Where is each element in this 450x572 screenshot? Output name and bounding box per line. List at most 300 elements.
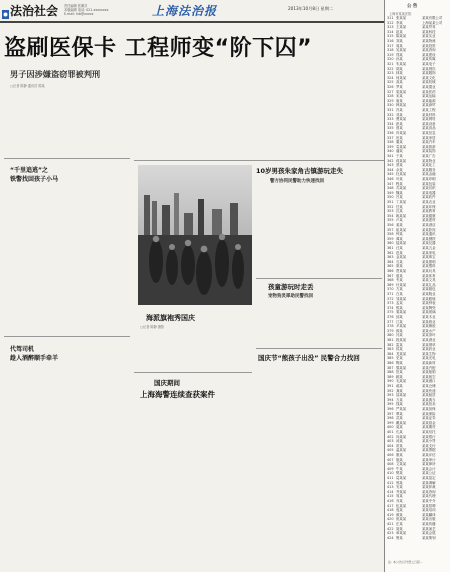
notice-party: 覃某 bbox=[396, 411, 403, 416]
notice-company: 某某纸业 bbox=[422, 319, 436, 324]
notice-number: 372 bbox=[387, 296, 394, 301]
notice-number: 406 bbox=[387, 453, 394, 457]
notice-number: 329 bbox=[387, 98, 394, 103]
notice-company: 上海某某公司 bbox=[422, 20, 443, 25]
notice-number: 321 bbox=[387, 62, 394, 66]
notice-company: 某某箱包 bbox=[422, 287, 436, 292]
notice-party: 邵某某 bbox=[396, 393, 407, 398]
notice-company: 某某新材 bbox=[422, 361, 436, 365]
notice-party: 付某某 bbox=[396, 282, 407, 287]
notice-company: 某某策划 bbox=[422, 535, 436, 540]
driver-subtitle: 趁人酒醉顺手牵羊 bbox=[10, 355, 59, 362]
story-title: “千里追逃”之 bbox=[10, 167, 48, 174]
notice-number: 365 bbox=[387, 264, 394, 269]
notice-party: 朱某某 bbox=[396, 62, 407, 66]
notice-number: 379 bbox=[387, 328, 394, 333]
notice-company: 某某纺织 bbox=[422, 186, 436, 191]
notice-party: 冯某 bbox=[396, 108, 403, 112]
notice-party: 庞某 bbox=[396, 508, 403, 513]
notice-number: 407 bbox=[387, 457, 394, 462]
notice-number: 316 bbox=[387, 39, 394, 43]
notice-number: 340 bbox=[387, 149, 394, 154]
notice-party: 夏某 bbox=[396, 273, 403, 278]
notice-number: 350 bbox=[387, 195, 394, 200]
notice-company: 某某材料 bbox=[422, 112, 436, 117]
notice-party: 金某某 bbox=[396, 255, 407, 260]
notice-number: 383 bbox=[387, 347, 394, 352]
notice-party: 段某某 bbox=[396, 338, 407, 342]
notice-number: 423 bbox=[387, 531, 394, 536]
story-body-1 bbox=[4, 186, 130, 270]
notice-company: 某某能源 bbox=[422, 98, 436, 103]
notice-company: 某某文化 bbox=[422, 75, 436, 80]
notice-party: 沈某 bbox=[396, 209, 403, 214]
newspaper-logo: 上海法治报 bbox=[152, 4, 218, 18]
pets-title: 孩童游玩时走丢 bbox=[268, 283, 314, 291]
police-body-1 bbox=[256, 366, 318, 568]
notice-company: 某某服务 bbox=[422, 167, 436, 172]
notice-party: 章某某 bbox=[396, 531, 407, 536]
notice-number: 356 bbox=[387, 223, 394, 227]
notice-number: 389 bbox=[387, 374, 394, 379]
notice-company: 某某鉴定 bbox=[422, 476, 436, 480]
notice-number: 315 bbox=[387, 34, 394, 39]
notice-number: 378 bbox=[387, 324, 394, 329]
notice-company: 某某调解 bbox=[422, 480, 436, 485]
notice-number: 345 bbox=[387, 172, 394, 177]
notice-company: 某某运输 bbox=[422, 94, 436, 99]
notice-number: 311 bbox=[387, 16, 394, 20]
notice-party: 范某 bbox=[396, 250, 403, 255]
notice-company: 某某代理 bbox=[422, 494, 436, 499]
notice-party: 莫某 bbox=[396, 425, 403, 430]
notice-company: 某某中介 bbox=[422, 499, 436, 503]
notice-company: 某某旅游 bbox=[422, 144, 436, 149]
notice-company: 某某教育 bbox=[422, 209, 436, 214]
notice-company: 某某基金 bbox=[422, 420, 436, 425]
notice-number: 324 bbox=[387, 75, 394, 80]
notice-number: 371 bbox=[387, 292, 394, 296]
notice-company: 某某生物 bbox=[422, 351, 436, 356]
notice-company: 某某玩具 bbox=[422, 269, 436, 273]
notice-company: 某某药业 bbox=[422, 347, 436, 352]
notice-number: 341 bbox=[387, 154, 394, 158]
notice-party: 丁某某 bbox=[396, 200, 407, 204]
lead-column-6 bbox=[324, 79, 382, 159]
notice-party: 梁某某 bbox=[396, 89, 407, 94]
notice-party: 叶某 bbox=[396, 177, 403, 181]
notice-company: 某某小贷 bbox=[422, 439, 436, 444]
notice-number: 391 bbox=[387, 384, 394, 388]
tourism-body-1 bbox=[256, 188, 318, 276]
notice-company: 某某印刷 bbox=[422, 177, 436, 181]
notice-company: 某某实业 bbox=[422, 34, 436, 39]
notice-number: 358 bbox=[387, 232, 394, 237]
notice-company: 某某光电 bbox=[422, 356, 436, 361]
photo-caption: 海派旗袍秀国庆 bbox=[146, 314, 195, 322]
notice-company: 某某传播 bbox=[422, 522, 436, 526]
notice-party: 吴某某 bbox=[396, 48, 407, 53]
notice-company: 某某橡胶 bbox=[422, 324, 436, 329]
story-body-2 bbox=[4, 272, 130, 332]
meta-line-3: E-mail: fzb@xxxxx bbox=[64, 12, 94, 16]
notice-number: 408 bbox=[387, 462, 394, 467]
right-divider-1 bbox=[256, 278, 382, 279]
notice-number: 373 bbox=[387, 301, 394, 306]
notice-party: 庄某 bbox=[396, 522, 403, 526]
notice-company: 某某礼品 bbox=[422, 282, 436, 287]
notice-company: 某某支付 bbox=[422, 443, 436, 448]
notice-number: 394 bbox=[387, 397, 394, 402]
notice-company: 某某医药 bbox=[422, 89, 436, 94]
notice-company: 某某商贸 bbox=[422, 103, 436, 108]
notice-party: 康某 bbox=[396, 453, 403, 457]
notice-number: 325 bbox=[387, 80, 394, 85]
notice-company: 某某鞋业 bbox=[422, 292, 436, 296]
notice-number: 380 bbox=[387, 333, 394, 338]
notice-party: 邱某 bbox=[396, 315, 403, 319]
notice-party: 何某某 bbox=[396, 75, 407, 80]
notice-company: 某某港口 bbox=[422, 379, 436, 384]
notice-row bbox=[387, 536, 449, 541]
notice-number: 322 bbox=[387, 66, 394, 71]
notice-number: 368 bbox=[387, 278, 394, 283]
notice-number: 382 bbox=[387, 342, 394, 347]
meta-line-2: 本版编辑 电话: 021-xxxxxxxx bbox=[64, 8, 109, 12]
notice-company: 某某网络 bbox=[422, 117, 436, 122]
notice-party: 赵某 bbox=[396, 29, 403, 34]
notice-number: 420 bbox=[387, 517, 394, 522]
notice-party: 倪某某 bbox=[396, 517, 407, 522]
driver-body bbox=[4, 364, 130, 568]
holiday-body bbox=[136, 402, 254, 568]
sidebar-title: 公 告 bbox=[407, 4, 418, 9]
police-body-2 bbox=[322, 366, 382, 568]
right-divider-2 bbox=[256, 348, 382, 349]
notice-number: 333 bbox=[387, 117, 394, 122]
notice-party: 苏某某 bbox=[396, 186, 407, 191]
notice-company: 某某咨询 bbox=[422, 489, 436, 494]
notice-company: 某某仪器 bbox=[422, 241, 436, 246]
notice-party: 黎某某 bbox=[396, 365, 407, 370]
notice-company: 某某建材 bbox=[422, 218, 436, 223]
notice-company: 某某银行 bbox=[422, 434, 436, 439]
notice-party: 汤某 bbox=[396, 439, 403, 444]
notice-number: 385 bbox=[387, 356, 394, 361]
notice-number: 364 bbox=[387, 259, 394, 264]
notice-party: 安某 bbox=[396, 485, 403, 490]
notice-party: 陈某某 bbox=[396, 34, 407, 39]
notice-party: 陶某 bbox=[396, 361, 403, 365]
notice-company: 某某家电 bbox=[422, 250, 436, 255]
notice-company: 某某出版 bbox=[422, 517, 436, 522]
notice-party: 周某 bbox=[396, 43, 403, 48]
notice-company: 某某租赁 bbox=[422, 393, 436, 398]
notice-party: 郑某 bbox=[396, 52, 403, 57]
notice-company: 某某照明 bbox=[422, 259, 436, 264]
notice-party: 董某 bbox=[396, 140, 403, 145]
notice-number: 402 bbox=[387, 434, 394, 439]
notice-company: 某某酒店 bbox=[422, 223, 436, 227]
notice-number: 348 bbox=[387, 186, 394, 191]
notice-number: 387 bbox=[387, 365, 394, 370]
notice-company: 某某会计 bbox=[422, 466, 436, 471]
notice-number: 314 bbox=[387, 29, 394, 34]
notice-company: 某某金融 bbox=[422, 172, 436, 177]
notice-company: 某某食品 bbox=[422, 126, 436, 131]
notice-company: 某某审计 bbox=[422, 457, 436, 462]
notice-number: 398 bbox=[387, 416, 394, 421]
notice-party: 高某 bbox=[396, 80, 403, 85]
notice-number: 412 bbox=[387, 480, 394, 485]
notice-number: 400 bbox=[387, 425, 394, 430]
notice-number: 396 bbox=[387, 407, 394, 411]
notice-company: 某某典当 bbox=[422, 397, 436, 402]
notice-party: 郝某 bbox=[396, 384, 403, 388]
notice-party: 蒋某某 bbox=[396, 158, 407, 163]
masthead-meta bbox=[64, 4, 109, 16]
notice-number: 334 bbox=[387, 121, 394, 126]
notice-party: 易某 bbox=[396, 494, 403, 499]
notice-party: 龚某 bbox=[396, 388, 403, 393]
notice-company: 某某设备 bbox=[422, 121, 436, 126]
notice-party: 宋某 bbox=[396, 94, 403, 99]
driver-title: 代驾司机 bbox=[10, 346, 35, 353]
notice-number: 320 bbox=[387, 57, 394, 62]
lead-bottom-rule bbox=[134, 160, 384, 161]
notice-number: 346 bbox=[387, 177, 394, 181]
notice-number: 419 bbox=[387, 512, 394, 517]
notice-company: 某某电器 bbox=[422, 190, 436, 195]
notice-number: 388 bbox=[387, 370, 394, 375]
notice-company: 某某咨询 bbox=[422, 48, 436, 53]
notice-number: 392 bbox=[387, 388, 394, 393]
notice-number: 381 bbox=[387, 338, 394, 342]
notice-company: 某某服饰 bbox=[422, 71, 436, 76]
notice-number: 410 bbox=[387, 471, 394, 476]
police-title: 国庆节“熊孩子出没” 民警合力找回 bbox=[258, 354, 360, 362]
notice-party: 白某 bbox=[396, 292, 403, 296]
notice-party: 张某某 bbox=[396, 16, 407, 20]
notice-party: 龙某某 bbox=[396, 351, 407, 356]
pets-body-2 bbox=[322, 302, 382, 346]
notice-company: 某某航空 bbox=[422, 374, 436, 379]
meta-line-1: 责任编辑 张佩芬 bbox=[64, 4, 88, 8]
notice-party: 石某 bbox=[396, 259, 403, 264]
notice-party: 聂某 bbox=[396, 526, 403, 531]
notice-party: 潘某 bbox=[396, 149, 403, 154]
notice-party: 向某某 bbox=[396, 434, 407, 439]
notice-company: 某某建设 bbox=[422, 52, 436, 57]
notice-number: 328 bbox=[387, 94, 394, 99]
notice-party: 吕某 bbox=[396, 195, 403, 200]
feature-photo bbox=[138, 165, 252, 305]
notice-party: 顾某 bbox=[396, 374, 403, 379]
notice-party: 常某 bbox=[396, 443, 403, 448]
notice-party: 汪某 bbox=[396, 246, 403, 250]
notice-company: 某某会展 bbox=[422, 531, 436, 536]
notice-party: 刘某 bbox=[396, 39, 403, 43]
lead-byline: □记者 陈静 通讯员 陈某 bbox=[10, 84, 45, 88]
notice-company: 某某家居 bbox=[422, 135, 436, 140]
notice-party: 葛某某 bbox=[396, 476, 407, 480]
notice-number: 359 bbox=[387, 236, 394, 241]
notice-number: 331 bbox=[387, 108, 394, 112]
notice-company: 某某公证 bbox=[422, 471, 436, 476]
notice-company: 某某翻译 bbox=[422, 512, 436, 517]
notice-number: 344 bbox=[387, 167, 394, 172]
notice-company: 某某保险 bbox=[422, 411, 436, 416]
notice-company: 某某玻璃 bbox=[422, 310, 436, 315]
notice-number: 395 bbox=[387, 402, 394, 407]
notice-number: 312 bbox=[387, 20, 394, 25]
notice-company: 某某仓储 bbox=[422, 384, 436, 388]
notice-party: 彭某 bbox=[396, 121, 403, 126]
notice-company: 某某广告 bbox=[422, 154, 436, 158]
notice-company: 某某软件 bbox=[422, 195, 436, 200]
pets-subtitle: 宠物狗灵犀助民警找回 bbox=[268, 294, 313, 299]
notice-number: 414 bbox=[387, 489, 394, 494]
notice-party: 曹某某 bbox=[396, 117, 407, 122]
notice-number: 422 bbox=[387, 526, 394, 531]
notice-number: 361 bbox=[387, 246, 394, 250]
notice-company: 某某酒业 bbox=[422, 338, 436, 342]
notice-company: 某某烟草 bbox=[422, 342, 436, 347]
lead-column-5 bbox=[262, 79, 320, 159]
notice-party: 林某 bbox=[396, 71, 403, 76]
notice-party: 肖某某 bbox=[396, 131, 407, 135]
notice-sidebar bbox=[384, 0, 450, 572]
notice-number: 326 bbox=[387, 85, 394, 89]
notice-number: 323 bbox=[387, 71, 394, 76]
notice-number: 390 bbox=[387, 379, 394, 384]
notice-number: 401 bbox=[387, 430, 394, 434]
lead-headline: 盗刷医保卡 工程师变“阶下囚” bbox=[4, 36, 313, 61]
notice-number: 418 bbox=[387, 508, 394, 513]
photo-caption-text bbox=[138, 329, 252, 369]
notice-number: 397 bbox=[387, 411, 394, 416]
notice-party: 贺某 bbox=[396, 370, 403, 375]
notice-party: 史某 bbox=[396, 356, 403, 361]
notice-party: 程某 bbox=[396, 181, 403, 186]
notice-party: 田某 bbox=[396, 135, 403, 140]
notice-company: 某某陶瓷 bbox=[422, 305, 436, 310]
notice-company: 某某信托 bbox=[422, 430, 436, 434]
notice-party: 温某某 bbox=[396, 448, 407, 453]
notice-party: 尹某某 bbox=[396, 324, 407, 329]
notice-number: 351 bbox=[387, 200, 394, 204]
notice-party: 韦某 bbox=[396, 278, 403, 283]
notice-number: 367 bbox=[387, 273, 394, 278]
notice-number: 362 bbox=[387, 250, 394, 255]
notice-company: 某某船舶 bbox=[422, 370, 436, 375]
notice-number: 319 bbox=[387, 52, 394, 57]
notice-company: 某某评估 bbox=[422, 453, 436, 457]
lead-subhead: 男子因涉嫌盗窃罪被判刑 bbox=[10, 69, 101, 79]
notice-company: 某某工程 bbox=[422, 108, 436, 112]
notice-number: 416 bbox=[387, 499, 394, 503]
notice-number: 363 bbox=[387, 255, 394, 260]
notice-company: 某某培训 bbox=[422, 508, 436, 513]
notice-party: 樊某 bbox=[396, 471, 403, 476]
notice-party: 魏某 bbox=[396, 190, 403, 195]
notice-company: 某某期货 bbox=[422, 425, 436, 430]
notice-number: 355 bbox=[387, 218, 394, 223]
notice-number: 417 bbox=[387, 503, 394, 508]
notice-party: 秦某某 bbox=[396, 310, 407, 315]
notice-party: 伍某某 bbox=[396, 503, 407, 508]
notice-party: 严某某 bbox=[396, 407, 407, 411]
newspaper-emblem-icon bbox=[2, 4, 9, 13]
notice-party: 姜某 bbox=[396, 223, 403, 227]
notice-number: 354 bbox=[387, 213, 394, 218]
notice-company: 某某影视 bbox=[422, 227, 436, 232]
notice-company: 某某贸易 bbox=[422, 25, 436, 30]
notice-number: 421 bbox=[387, 522, 394, 526]
notice-company: 某某机械 bbox=[422, 80, 436, 85]
notice-party: 方某 bbox=[396, 287, 403, 292]
notice-party: 卢某 bbox=[396, 218, 403, 223]
notice-company: 某某票据 bbox=[422, 448, 436, 453]
notice-party: 李某 bbox=[396, 20, 403, 25]
notice-party: 廖某 bbox=[396, 264, 403, 269]
section-title: 法治社会 bbox=[10, 4, 59, 18]
lead-column-3 bbox=[134, 79, 194, 159]
notice-number: 409 bbox=[387, 466, 394, 471]
story-subtitle: 铁警找回孩子小马 bbox=[10, 176, 59, 183]
notice-party: 杜某某 bbox=[396, 172, 407, 177]
notice-company: 某某信息 bbox=[422, 131, 436, 135]
notice-party: 孔某 bbox=[396, 430, 403, 434]
notice-number: 377 bbox=[387, 319, 394, 324]
notice-company: 某某物业 bbox=[422, 158, 436, 163]
notice-company: 某某农业 bbox=[422, 200, 436, 204]
masthead-rule bbox=[0, 21, 384, 23]
notice-company: 某某证券 bbox=[422, 416, 436, 421]
notice-company: 某某五金 bbox=[422, 246, 436, 250]
notice-number: 336 bbox=[387, 131, 394, 135]
notice-number: 347 bbox=[387, 181, 394, 186]
notice-company: 某某物流 bbox=[422, 39, 436, 43]
notice-company: 某某律所 bbox=[422, 462, 436, 467]
notice-party: 施某 bbox=[396, 457, 403, 462]
issue-date: 2013年10月8日 星期二 bbox=[288, 6, 334, 11]
notice-party: 谭某 bbox=[396, 236, 403, 241]
notice-company: 某某钢铁 bbox=[422, 236, 436, 241]
notice-number: 393 bbox=[387, 393, 394, 398]
notice-company: 某某有限公司 bbox=[422, 16, 443, 20]
notice-number: 352 bbox=[387, 204, 394, 209]
notice-number: 337 bbox=[387, 135, 394, 140]
tourism-title: 10岁男孩朱家角古镇游玩走失 bbox=[256, 167, 344, 175]
notice-party: 鲁某 bbox=[396, 535, 403, 540]
notice-number: 317 bbox=[387, 43, 394, 48]
notice-party: 江某 bbox=[396, 319, 403, 324]
notice-party: 戴某某 bbox=[396, 420, 407, 425]
notice-party: 余某 bbox=[396, 167, 403, 172]
notice-party: 齐某某 bbox=[396, 489, 407, 494]
notice-party: 武某 bbox=[396, 416, 403, 421]
notice-number: 335 bbox=[387, 126, 394, 131]
notice-company: 某某环保 bbox=[422, 204, 436, 209]
notice-number: 318 bbox=[387, 48, 394, 53]
notice-company: 某某担保 bbox=[422, 407, 436, 411]
notice-number: 415 bbox=[387, 494, 394, 499]
notice-number: 366 bbox=[387, 269, 394, 273]
masthead bbox=[0, 0, 384, 22]
notice-party: 姚某某 bbox=[396, 213, 407, 218]
notice-party: 颜某 bbox=[396, 512, 403, 517]
